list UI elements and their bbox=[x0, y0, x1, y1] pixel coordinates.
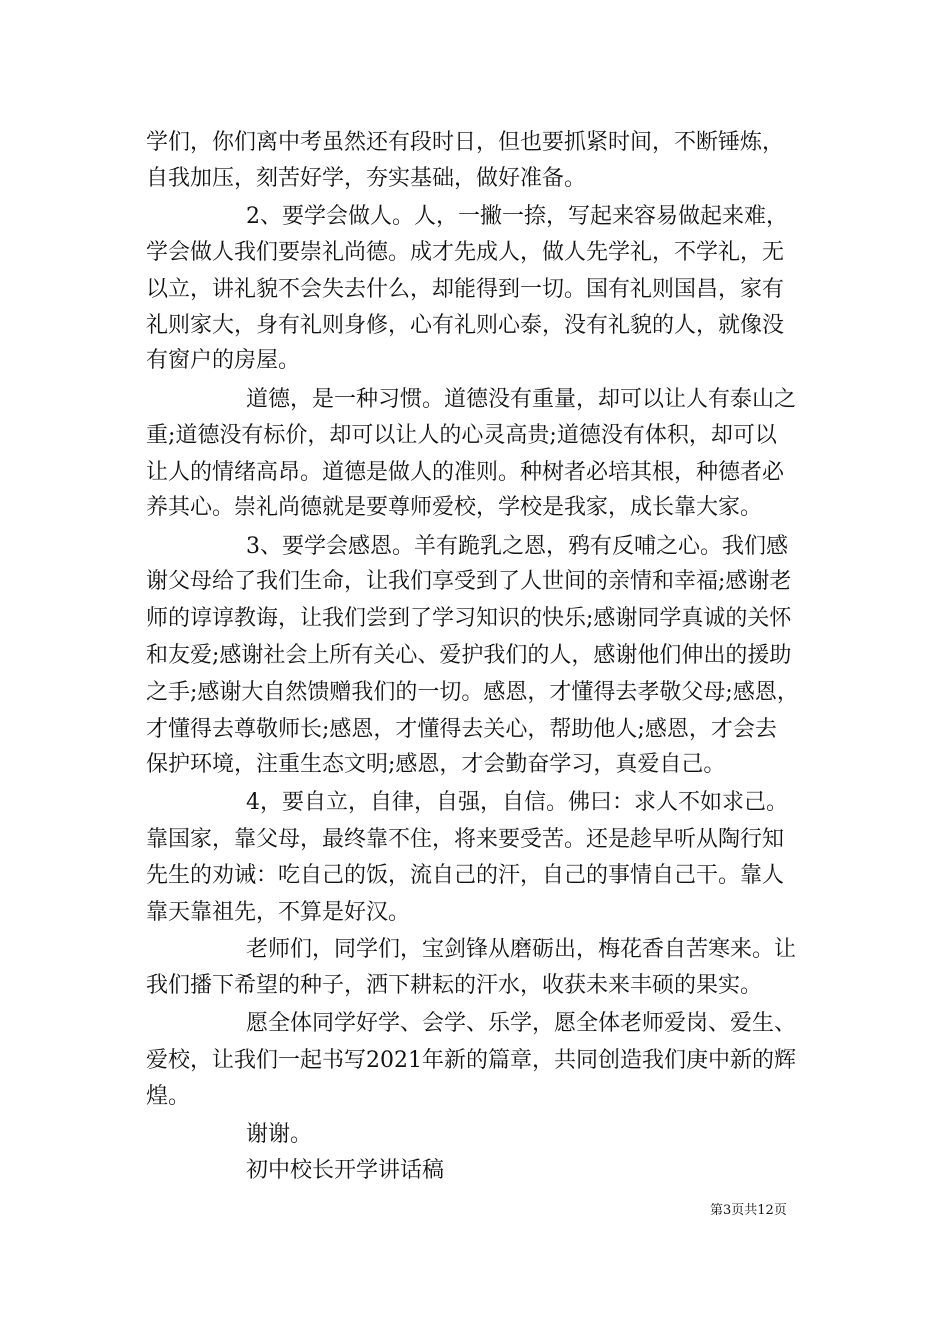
text-line: 以立，讲礼貌不会失去什么，却能得到一切。国有礼则国昌，家有 bbox=[146, 277, 785, 302]
text-line: 我们播下希望的种子，洒下耕耘的汗水，收获未来丰硕的果实。 bbox=[146, 973, 763, 998]
text-line: 4，要自立，自律，自强，自信。佛曰：求人不如求己。 bbox=[246, 790, 788, 815]
text-line: 和友爱;感谢社会上所有关心、爱护我们的人，感谢他们伸出的援助 bbox=[146, 643, 792, 668]
text-line: 先生的劝诫：吃自己的饭，流自己的汗，自己的事情自己干。靠人 bbox=[146, 863, 785, 888]
text-line: 3、要学会感恩。羊有跪乳之恩，鸦有反哺之心。我们感 bbox=[246, 534, 788, 559]
text-line: 靠天靠祖先，不算是好汉。 bbox=[146, 900, 411, 925]
text-line: 有窗户的房屋。 bbox=[146, 348, 301, 373]
text-line: 愿全体同学好学、会学、乐学，愿全体老师爱岗、爱生、 bbox=[246, 1011, 797, 1036]
text-line: 师的谆谆教诲，让我们尝到了学习知识的快乐;感谢同学真诚的关怀 bbox=[146, 606, 792, 631]
text-line: 靠国家，靠父母，最终靠不住，将来要受苦。还是趁早听从陶行知 bbox=[146, 827, 785, 852]
page-number-footer: 第3页共12页 bbox=[710, 1203, 787, 1218]
text-line: 煌。 bbox=[146, 1084, 191, 1109]
text-line: 爱校，让我们一起书写2021年新的篇章，共同创造我们庚中新的辉 bbox=[146, 1048, 796, 1073]
text-line: 才懂得去尊敬师长;感恩，才懂得去关心，帮助他人;感恩，才会去 bbox=[146, 717, 777, 742]
text-line: 谢谢。 bbox=[246, 1122, 313, 1147]
text-line: 养其心。崇礼尚德就是要尊师爱校，学校是我家，成长靠大家。 bbox=[146, 495, 763, 520]
text-line: 初中校长开学讲话稿 bbox=[246, 1158, 445, 1183]
text-line: 老师们，同学们，宝剑锋从磨砺出，梅花香自苦寒来。让 bbox=[246, 937, 797, 962]
text-line: 之手;感谢大自然馈赠我们的一切。感恩，才懂得去孝敬父母;感恩， bbox=[146, 680, 799, 705]
text-line: 重;道德没有标价，却可以让人的心灵高贵;道德没有体积，却可以 bbox=[146, 423, 777, 448]
text-line: 谢父母给了我们生命，让我们享受到了人世间的亲情和幸福;感谢老 bbox=[146, 569, 792, 594]
text-line: 保护环境，注重生态文明;感恩，才会勤奋学习，真爱自己。 bbox=[146, 752, 726, 777]
text-line: 2、要学会做人。人，一撇一捺，写起来容易做起来难， bbox=[246, 204, 788, 229]
text-line: 自我加压，刻苦好学，夯实基础，做好准备。 bbox=[146, 166, 587, 191]
text-line: 学会做人我们要崇礼尚德。成才先成人，做人先学礼，不学礼，无 bbox=[146, 240, 785, 265]
text-line: 礼则家大，身有礼则身修，心有礼则心泰，没有礼貌的人，就像没 bbox=[146, 313, 785, 338]
text-line: 让人的情绪高昂。道德是做人的准则。种树者必培其根，种德者必 bbox=[146, 460, 785, 485]
text-line: 学们，你们离中考虽然还有段时日，但也要抓紧时间，不断锤炼， bbox=[146, 130, 785, 155]
text-line: 道德，是一种习惯。道德没有重量，却可以让人有泰山之 bbox=[246, 387, 797, 412]
